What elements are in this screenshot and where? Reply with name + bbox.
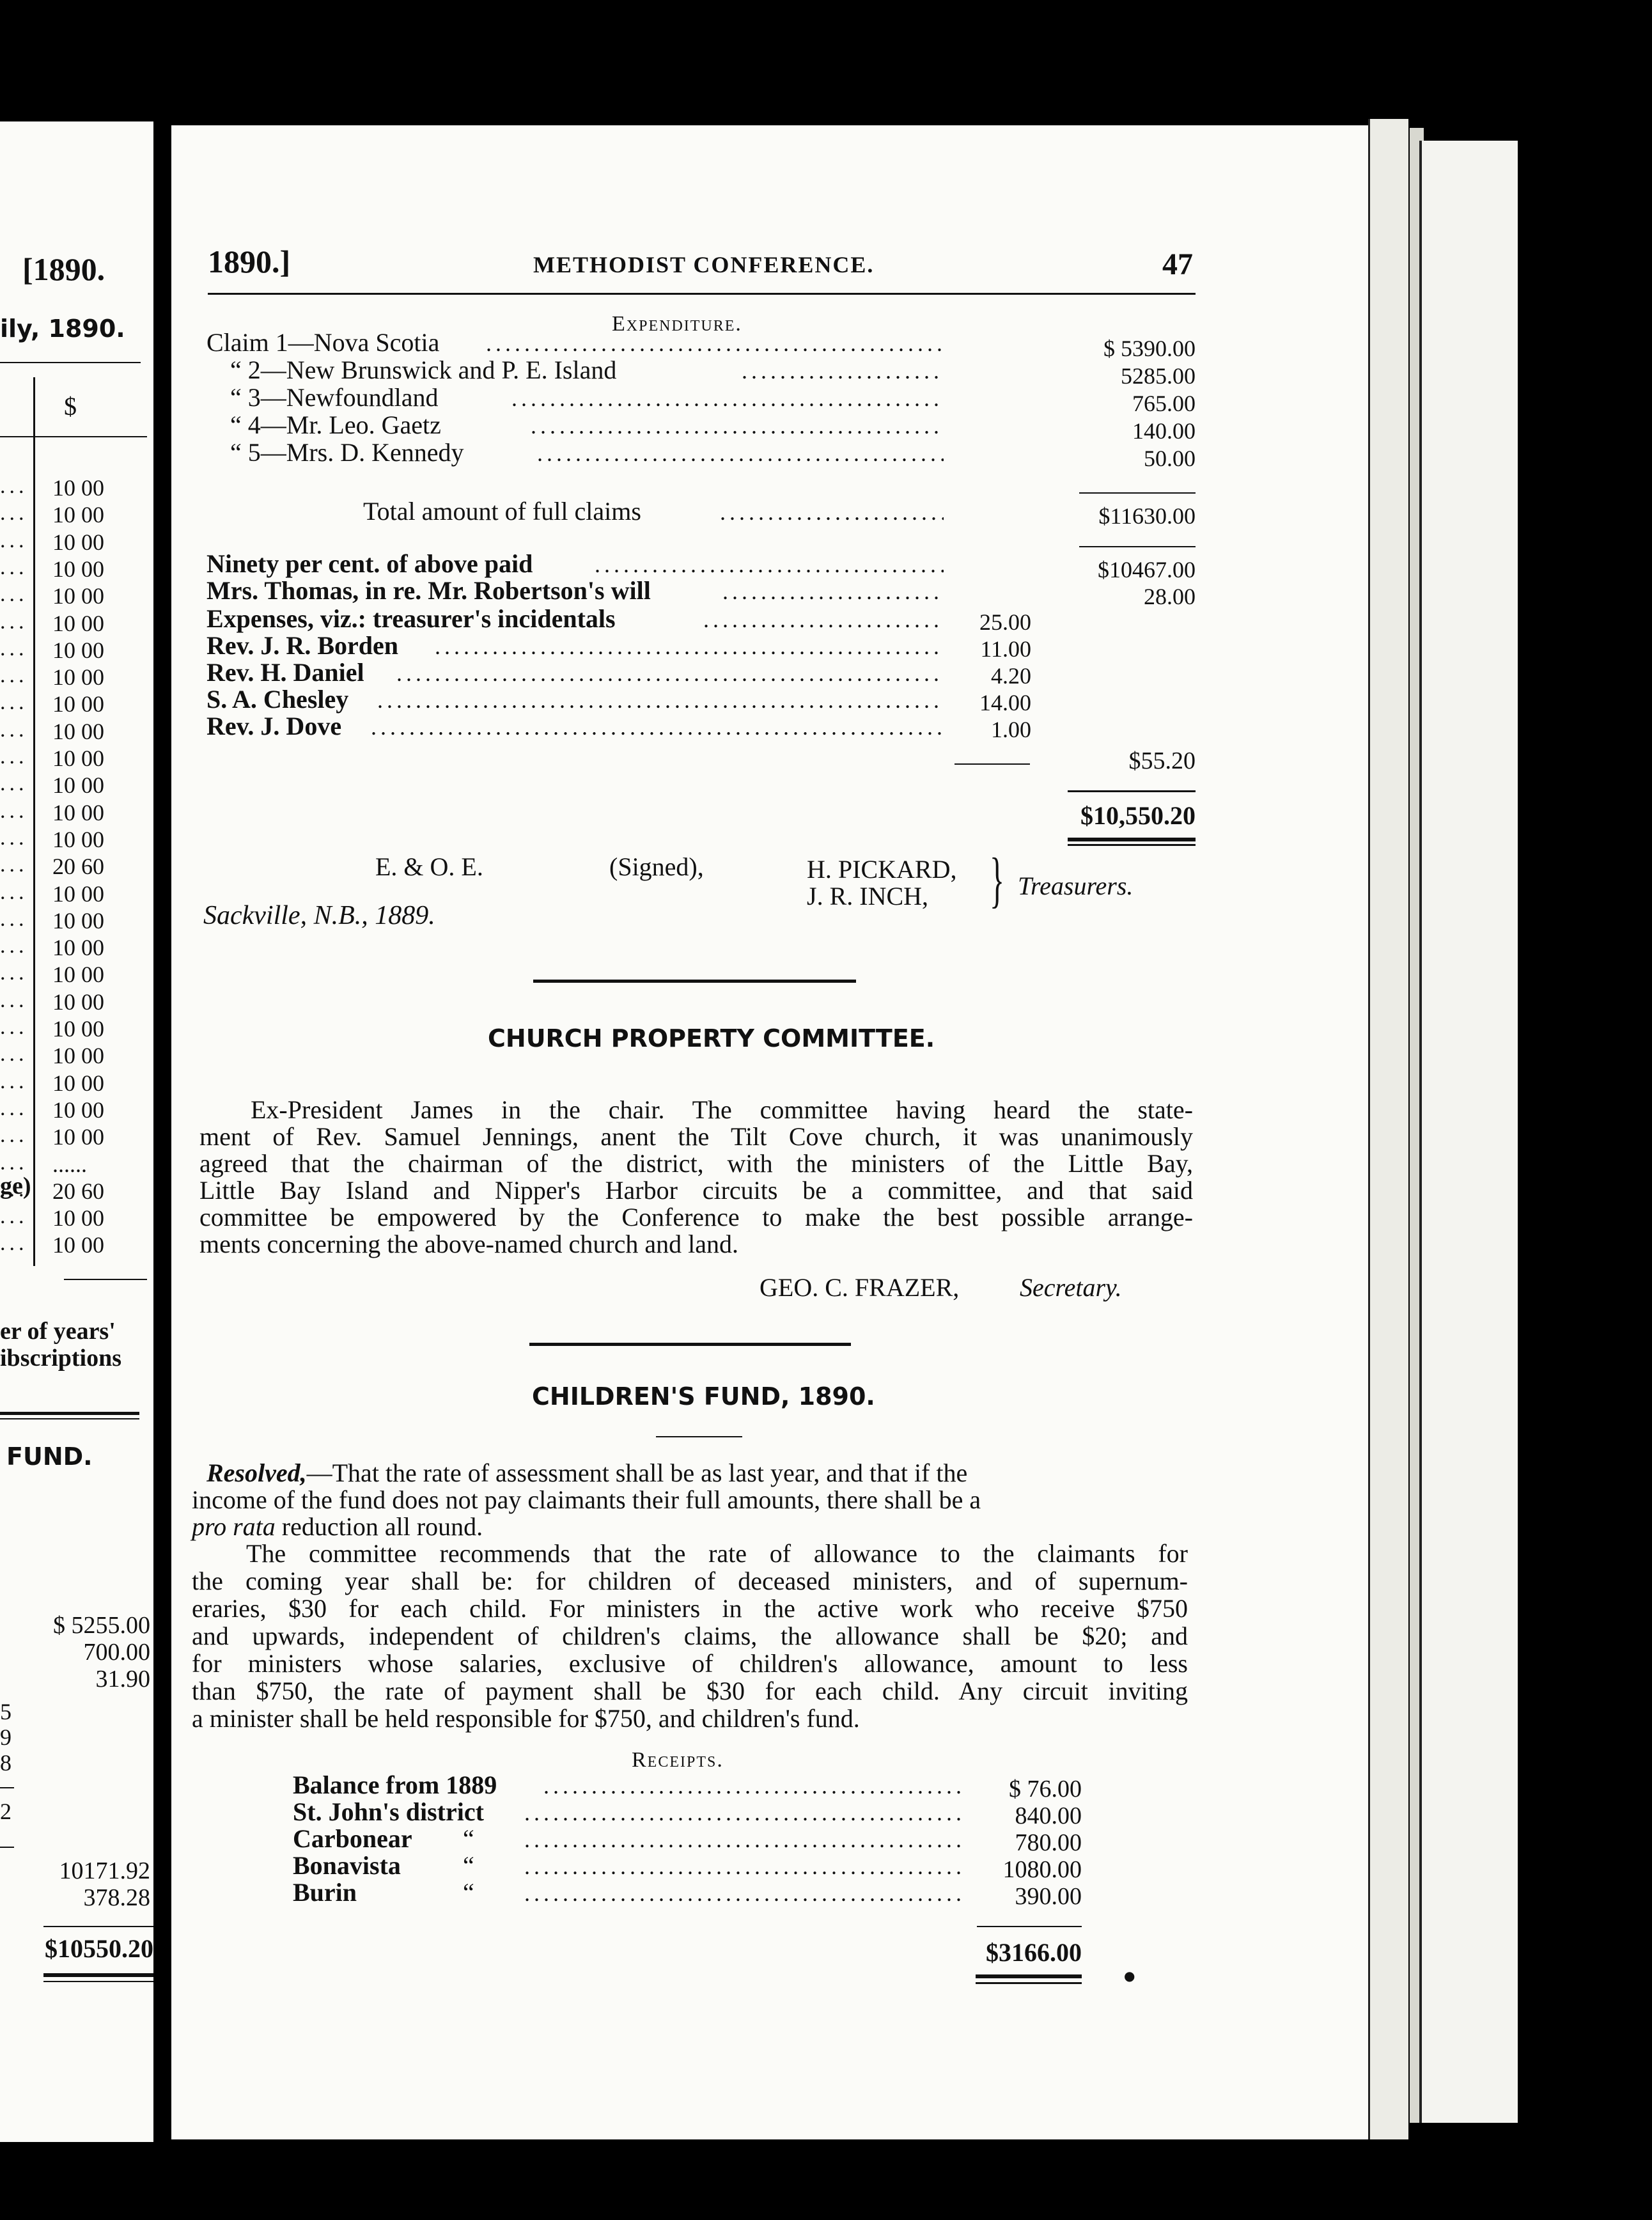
left-rule bbox=[0, 436, 147, 437]
page-number: 47 bbox=[1162, 247, 1193, 281]
left-amount-2: 700.00 bbox=[83, 1639, 150, 1666]
left-leader bbox=[0, 529, 26, 553]
left-leader bbox=[0, 610, 26, 634]
left-dollar-header: $ bbox=[64, 392, 77, 421]
left-rule bbox=[43, 1926, 153, 1927]
thomas-will-amount: 28.00 bbox=[1144, 584, 1196, 609]
dot-leader bbox=[524, 1826, 965, 1853]
left-leader bbox=[0, 556, 26, 580]
childrens-fund-heading: CHILDREN'S FUND, 1890. bbox=[532, 1382, 875, 1411]
double-rule bbox=[1068, 838, 1196, 841]
left-leader bbox=[0, 826, 26, 850]
left-amount: 10 00 bbox=[52, 1124, 104, 1150]
resolved-text: —That the rate of assessment shall be as last year, and that if the bbox=[306, 1458, 968, 1487]
dot-leader bbox=[524, 1799, 965, 1826]
ink-dot: ● bbox=[1124, 1968, 1135, 1983]
ditto-mark: “ bbox=[463, 1824, 474, 1853]
left-amount: 10 00 bbox=[52, 583, 104, 609]
left-fragment: 9 bbox=[0, 1724, 12, 1750]
left-amount: 10 00 bbox=[52, 799, 104, 825]
place-date: Sackville, N.B., 1889. bbox=[203, 901, 435, 930]
left-leader bbox=[0, 474, 26, 499]
left-column-line bbox=[33, 377, 35, 1266]
left-leader bbox=[0, 1205, 26, 1229]
left-amount: 10 00 bbox=[52, 502, 104, 528]
left-amount-5: 378.28 bbox=[83, 1884, 150, 1911]
left-leader bbox=[0, 989, 26, 1013]
left-amount: 10 00 bbox=[52, 962, 104, 988]
left-leader bbox=[0, 501, 26, 526]
dot-leader bbox=[543, 1772, 965, 1799]
secretary-role: Secretary. bbox=[1020, 1273, 1122, 1302]
paragraph-line: Little Bay Island and Nipper's Harbor circuits be a committee, and that said bbox=[199, 1176, 1193, 1205]
left-leader bbox=[0, 1042, 26, 1067]
left-double-rule bbox=[0, 1418, 139, 1419]
left-leader bbox=[0, 1123, 26, 1148]
receipt-label: Carbonear bbox=[293, 1824, 412, 1853]
expenses-total: $55.20 bbox=[1128, 747, 1196, 774]
pro-rata: pro rata bbox=[192, 1512, 276, 1541]
sum-rule bbox=[1068, 790, 1196, 792]
left-leader bbox=[0, 664, 26, 688]
secretary-name: GEO. C. FRAZER, bbox=[760, 1273, 960, 1302]
resolved-line-3 bbox=[192, 1512, 483, 1542]
receipts-total: $3166.00 bbox=[986, 1938, 1082, 1967]
left-amount: 10 00 bbox=[52, 746, 104, 771]
sum-rule bbox=[1079, 546, 1196, 547]
left-running-head: [1890. bbox=[22, 251, 105, 287]
expense-amount: 1.00 bbox=[991, 717, 1031, 742]
left-amount: 20 60 bbox=[52, 854, 104, 880]
left-double-rule bbox=[43, 1973, 153, 1977]
dot-leader bbox=[396, 660, 944, 687]
left-date-fragment: ily, 1890. bbox=[0, 315, 125, 343]
receipt-amount: 1080.00 bbox=[1002, 1856, 1082, 1883]
next-page-edge bbox=[1419, 141, 1518, 2123]
left-rule bbox=[64, 1279, 147, 1280]
left-years-line-2: ibscriptions bbox=[0, 1345, 122, 1372]
expense-label: S. A. Chesley bbox=[207, 685, 349, 714]
left-leader bbox=[0, 718, 26, 742]
running-head-year: 1890.] bbox=[208, 244, 291, 279]
left-leader bbox=[0, 934, 26, 958]
dot-leader bbox=[486, 330, 944, 357]
ninety-percent-amount: $10467.00 bbox=[1098, 557, 1196, 582]
dot-leader bbox=[435, 633, 944, 660]
left-amount-4: 10171.92 bbox=[59, 1857, 150, 1884]
dot-leader bbox=[703, 606, 944, 633]
resolved-line bbox=[207, 1458, 967, 1488]
left-amount: 10 00 bbox=[52, 556, 104, 582]
left-amount: 10 00 bbox=[52, 989, 104, 1015]
dot-leader bbox=[524, 1880, 965, 1907]
left-amount: 10 00 bbox=[52, 664, 104, 691]
receipt-label: Bonavista bbox=[293, 1851, 401, 1880]
resolved-end: reduction all round. bbox=[275, 1512, 483, 1541]
paragraph-line: for ministers whose salaries, exclusive of children's allowance, amount to less bbox=[192, 1649, 1188, 1678]
expense-label: Expenses, viz.: treasurer's incidentals bbox=[207, 604, 616, 633]
left-amount: 10 00 bbox=[52, 772, 104, 799]
paragraph-line: than $750, the rate of payment shall be $30 for each child. Any circuit inviting bbox=[192, 1677, 1188, 1705]
total-claims-label: Total amount of full claims bbox=[363, 497, 641, 526]
receipt-amount: $ 76.00 bbox=[1009, 1776, 1082, 1802]
errors-omissions: E. & O. E. bbox=[375, 852, 483, 881]
left-leader bbox=[0, 1015, 26, 1040]
paragraph-line: ments concerning the above-named church and land. bbox=[199, 1230, 739, 1258]
expense-label: Rev. H. Daniel bbox=[207, 658, 364, 687]
claim-amount: 140.00 bbox=[1132, 418, 1196, 444]
left-amount: 10 00 bbox=[52, 935, 104, 961]
sum-rule bbox=[955, 763, 1030, 765]
left-amount: 10 00 bbox=[52, 1232, 104, 1258]
left-leader bbox=[0, 772, 26, 796]
treasurers-role: Treasurers. bbox=[1018, 872, 1134, 900]
claim-label: “ 3—Newfoundland bbox=[230, 383, 439, 412]
church-property-heading: CHURCH PROPERTY COMMITTEE. bbox=[488, 1024, 935, 1052]
resolved-word: Resolved, bbox=[207, 1458, 307, 1487]
receipt-label: Balance from 1889 bbox=[293, 1771, 497, 1799]
grand-total: $10,550.20 bbox=[1080, 801, 1196, 830]
left-leader bbox=[0, 691, 26, 715]
left-leader bbox=[0, 745, 26, 769]
claim-amount: 50.00 bbox=[1144, 446, 1196, 471]
paragraph-line: committee be empowered by the Conference to make the best possible arrange- bbox=[199, 1203, 1193, 1231]
ditto-mark: “ bbox=[463, 1878, 474, 1907]
receipt-label: Burin bbox=[293, 1878, 357, 1907]
double-rule bbox=[976, 1982, 1082, 1984]
left-amount: 10 00 bbox=[52, 637, 104, 663]
left-rule bbox=[0, 1787, 14, 1788]
expenditure-heading: Expenditure. bbox=[612, 312, 742, 336]
running-head-title: METHODIST CONFERENCE. bbox=[533, 252, 875, 278]
left-leader bbox=[0, 907, 26, 932]
brace-glyph: } bbox=[990, 845, 1005, 914]
paragraph-line: the coming year shall be: for children of deceased ministers, and of supernum- bbox=[192, 1567, 1188, 1595]
paragraph-line: Ex-President James in the chair. The committee having heard the state- bbox=[251, 1095, 1193, 1124]
double-rule bbox=[1068, 844, 1196, 846]
left-amount: ...... bbox=[52, 1151, 87, 1177]
treasurer-name-1: H. PICKARD, bbox=[807, 855, 957, 884]
left-double-rule bbox=[43, 1981, 153, 1982]
expense-amount: 25.00 bbox=[979, 609, 1031, 635]
paragraph-line: The committee recommends that the rate of allowance to the claimants for bbox=[246, 1539, 1188, 1568]
left-amount-3: 31.90 bbox=[95, 1666, 150, 1692]
receipts-heading: Receipts. bbox=[632, 1748, 724, 1772]
expense-amount: 11.00 bbox=[980, 636, 1031, 662]
left-leader bbox=[0, 880, 26, 905]
receipt-amount: 390.00 bbox=[1015, 1883, 1082, 1910]
dot-leader bbox=[524, 1853, 965, 1880]
dot-leader bbox=[371, 714, 944, 740]
paragraph-line: a minister shall be held responsible for $750, and children's fund. bbox=[192, 1704, 860, 1733]
left-amount: 20 60 bbox=[52, 1178, 104, 1204]
total-claims-amount: $11630.00 bbox=[1098, 503, 1196, 529]
left-amount: 10 00 bbox=[52, 1205, 104, 1231]
page-edge bbox=[1368, 119, 1408, 2139]
left-amount: 10 00 bbox=[52, 718, 104, 744]
claim-label: Claim 1—Nova Scotia bbox=[207, 328, 440, 357]
receipt-amount: 840.00 bbox=[1015, 1802, 1082, 1829]
section-divider bbox=[529, 1343, 851, 1346]
expense-label: Rev. J. R. Borden bbox=[207, 631, 398, 660]
left-amount: 10 00 bbox=[52, 907, 104, 934]
left-years-line-1: er of years' bbox=[0, 1318, 116, 1345]
receipt-amount: 780.00 bbox=[1015, 1829, 1082, 1856]
claim-amount: $ 5390.00 bbox=[1103, 336, 1196, 361]
dot-leader bbox=[537, 440, 944, 467]
dot-leader bbox=[720, 499, 944, 526]
dot-leader bbox=[377, 687, 944, 714]
left-double-rule bbox=[0, 1412, 139, 1415]
dot-leader bbox=[511, 385, 944, 412]
left-college-fragment: ge) bbox=[0, 1173, 31, 1200]
left-leader bbox=[0, 1070, 26, 1094]
left-fragment: 5 bbox=[0, 1699, 12, 1724]
left-amount: 10 00 bbox=[52, 880, 104, 907]
sum-rule bbox=[977, 1926, 1082, 1927]
receipt-label: St. John's district bbox=[293, 1797, 484, 1826]
left-leader bbox=[0, 961, 26, 985]
left-fund-heading: FUND. bbox=[6, 1442, 93, 1471]
sum-rule bbox=[1079, 492, 1196, 494]
left-leader bbox=[0, 637, 26, 661]
header-rule bbox=[208, 293, 1196, 295]
signed-label: (Signed), bbox=[609, 852, 704, 881]
paragraph-line: agreed that the chairman of the district, with the ministers of the Little Bay, bbox=[199, 1149, 1193, 1178]
resolved-line-2: income of the fund does not pay claimants their full amounts, there shall be a bbox=[192, 1485, 981, 1514]
double-rule bbox=[976, 1974, 1082, 1978]
left-leader bbox=[0, 853, 26, 877]
expense-label: Rev. J. Dove bbox=[207, 712, 342, 740]
claim-amount: 765.00 bbox=[1132, 391, 1196, 416]
paragraph-line: eraries, $30 for each child. For ministers in the active work who receive $750 bbox=[192, 1594, 1188, 1623]
left-leader bbox=[0, 1151, 26, 1175]
left-amount: 10 00 bbox=[52, 529, 104, 555]
ninety-percent-label: Ninety per cent. of above paid bbox=[207, 549, 533, 578]
left-rule bbox=[0, 362, 141, 363]
left-leader bbox=[0, 799, 26, 824]
thomas-will-label: Mrs. Thomas, in re. Mr. Robertson's will bbox=[207, 576, 651, 605]
left-amount: 10 00 bbox=[52, 1070, 104, 1096]
claim-label: “ 4—Mr. Leo. Gaetz bbox=[230, 410, 441, 439]
left-amount: 10 00 bbox=[52, 610, 104, 636]
dot-leader bbox=[742, 357, 944, 384]
dot-leader bbox=[531, 412, 944, 439]
left-leader bbox=[0, 1097, 26, 1121]
paragraph-line: ment of Rev. Samuel Jennings, anent the Tilt Cove church, it was unanimously bbox=[199, 1122, 1193, 1151]
left-amount: 10 00 bbox=[52, 826, 104, 852]
claim-label: “ 2—New Brunswick and P. E. Island bbox=[230, 356, 617, 384]
left-fragment: 8 bbox=[0, 1750, 12, 1776]
paragraph-line: and upwards, independent of children's claims, the allowance shall be $20; and bbox=[192, 1622, 1188, 1650]
left-amount: 10 00 bbox=[52, 1097, 104, 1123]
left-amount: 10 00 bbox=[52, 475, 104, 501]
left-leader bbox=[0, 1231, 26, 1256]
heading-underline bbox=[656, 1436, 742, 1437]
ditto-mark: “ bbox=[463, 1851, 474, 1880]
claim-label: “ 5—Mrs. D. Kennedy bbox=[230, 438, 464, 467]
expense-amount: 4.20 bbox=[991, 663, 1031, 689]
left-leader bbox=[0, 582, 26, 607]
dot-leader bbox=[595, 551, 944, 578]
expense-amount: 14.00 bbox=[979, 690, 1031, 715]
claim-amount: 5285.00 bbox=[1121, 363, 1196, 389]
left-total: $10550.20 bbox=[45, 1934, 153, 1963]
left-amount: 10 00 bbox=[52, 1043, 104, 1069]
section-divider bbox=[533, 980, 856, 983]
left-amount-1: $ 5255.00 bbox=[53, 1612, 150, 1639]
left-rule bbox=[0, 1847, 14, 1848]
left-amount: 10 00 bbox=[52, 691, 104, 717]
left-amount: 10 00 bbox=[52, 1016, 104, 1042]
treasurer-name-2: J. R. INCH, bbox=[807, 882, 929, 911]
dot-leader bbox=[722, 578, 944, 605]
left-fragment: 2 bbox=[0, 1799, 12, 1824]
